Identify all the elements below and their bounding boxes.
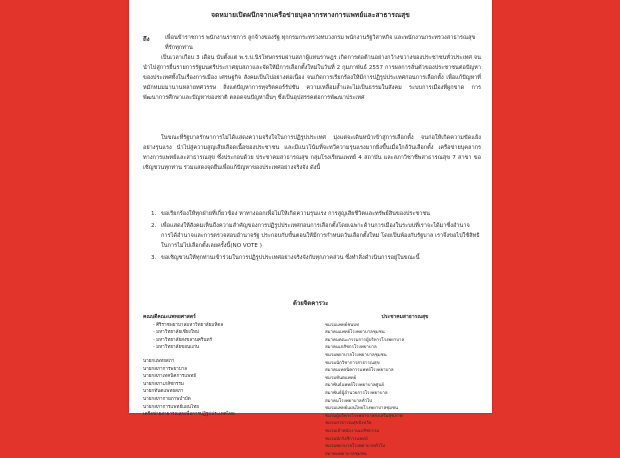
list-item (143, 253, 481, 263)
signatory-line: ชมรมทันตแพทย์ (325, 375, 357, 381)
signatory-line: สมาคมโรงพยาบาลทั่วไป (325, 398, 372, 404)
paragraph-2: ในขณะที่รัฐบาลรักษาการไม่ได้แสดงความจริงใจในการปฏิรูปประเทศ มุ่งแต่จะเดินหน้าเข้าสู่การเลือกตั้ง จนก่อให้เกิดความขัดแย้งอย่างรุนแรง นำไปสู่ความสูญเสียเลือดเนื้อของประชาชน และมีแนวโน้มที่จะทวีความรุนแรงมากยิ่งขึ้นเมื่อใกล้วันเลือกตั้ง เครือข่ายบุคลากรทางการแพทย์และสาธารณสุข ซึ่งประกอบด้วย ประชาคมสาธารณสุข กลุ่มโรงเรียนแพทย์ 4 สถาบัน และสภาวิชาชีพสาธารณสุข 7 สาขา ขอเชิญชวนทุกท่าน ร่วมแสดงจุดยืนเพื่อแก้ปัญหาของประเทศอย่างจริงจัง ดังนี้ (143, 135, 481, 171)
letter-title: จดหมายเปิดผนึกจากเครือข่ายบุคลากรทางการแพทย์และสาธารณสุข (211, 11, 410, 19)
recipient-text: เพื่อนข้าราชการ พนักงานราชการ ลูกจ้างของรัฐ ทุกกรมกระทรวงทบวงกรม พนักงานรัฐวิสาหกิจ และพนักงานกระทรวงสาธารณสุขที่รักทุกท่าน (165, 35, 476, 51)
paragraph-1: เป็นเวลาเกือบ 3 เดือน นับตั้งแต่ พ.ร.บ.นิรโทษกรรมผ่านสภาผู้แทนราษฎร เกิดการต่อต้านอย่างกว้างขวางของประชาชนทั่วประเทศ จนนำไปสู่การยื่นรายการรัฐมนตรีประกาศยุบสภาและจัดให้มีการเลือกตั้งใหม่ในวันที่ 2 กุมภาพันธ์ 2557 การผลการลั่นตัวของประชาชนต่อปัญหาของประเทศทั้งในเรื่องการเมือง เศรษฐกิจ สังคมเป็นไปอย่างต่อเนื่อง จนเกิดการเรียกร้องให้มีการปฏิรูปประเทศก่อนการเลือกตั้ง เพื่อแก้ปัญหาที่หมักหมมมานานหลายทศวรรษ สิ่งแต่ปัญหาการทุจริตคอร์รัปชัน ความเหลื่อมล้ำและไม่เป็นธรรมในสังคม ระบบการเมืองที่ผูกขาด การพัฒนาการศึกษาและปัญหาของชาติ ตลอดจนปัญหาอื่นๆ ซึ่งเป็นอุปสรรคต่อการพัฒนาประเทศ (143, 55, 481, 101)
signatory-line: ชมรมแพทย์แผนไทยโรงพยาบาลชุมชน (325, 406, 398, 412)
signatory-group-heading: ประชาคมสาธารณสุข (381, 314, 429, 320)
recipient-label: ถึง (143, 36, 150, 43)
signatory-group-heading: คณบดีคณะแพทยศาสตร์ (143, 314, 196, 320)
letter-page (129, 0, 492, 457)
item-text: ขอเชิญชวนให้ทุกท่านเข้าร่วมในการปฏิรูปประเทศอย่างจริงจังกับทุกภาคส่วน ซึ่งทำสิ่งดำเนินการอยู่ในขณะนี้ (161, 255, 420, 261)
signatory-line: สมาคมเทคนิคการแพทย์โรงพยาบาล (325, 368, 394, 374)
signatory-line: - มหาวิทยาลัยสงขลานครินทร์ (153, 337, 213, 343)
signatory-line: ชมรมสาธารณสุขจังหวัด (325, 421, 372, 427)
signatory-line: นายกสภาการพยาบาล (143, 366, 188, 372)
signatory-line: - มหาวิทยาลัยขอนแก่น (153, 345, 200, 351)
signatory-line: สมาคมพยาบาลชุมชน (325, 451, 367, 457)
signatory-line: สมาพันธ์ผู้อำนวยการโรงพยาบาล (325, 390, 388, 396)
signatory-line: ชมรมพยาบาลโรงพยาบาลชุมชน (325, 352, 387, 358)
signatory-line: สมาคมแพทย์โรงพยาบาลชุมชน (325, 330, 385, 336)
signatory-line: ชมรมนักรังสีการแพทย์ (325, 436, 368, 442)
signatory-line: - ศิริราชพยาบาลมหาวิทยาลัยมหิดล (153, 322, 224, 328)
closing-salutation: ด้วยจิตคารวะ (293, 300, 329, 307)
item-text: ขอเรียกร้องให้ทุกฝ่ายที่เกี่ยวข้อง หาทางออกเพื่อไม่ให้เกิดความรุนแรง การสูญเสียชีวิตและทรัพย์สินของประชาชน (161, 211, 430, 217)
signatory-line: นายกสภากายภาพบำบัด (143, 396, 191, 402)
signatory-line: สมาคมคณะกรรมการผู้บริหารโรงพยาบาล (325, 337, 405, 343)
signatory-line: นายกสภาเภสัชกรรม (143, 381, 184, 387)
list-item (143, 221, 481, 251)
list-item (143, 209, 481, 219)
demands-list (143, 209, 481, 265)
signatory-line: สมาคมเภสัชกรโรงพยาบาล (325, 345, 377, 351)
signatory-line: ชมรมผู้บริหารโรงพยาบาลส่งเสริมสุขภาพ (325, 413, 403, 419)
signatory-line: ชมรมนักวิชาการสาธารณสุข (325, 360, 380, 366)
item-text: เพื่อแสดงให้สังคมเห็นถึงความสำคัญของการปฏิรูปประเทศก่อนการเลือกตั้งโดยเฉพาะด้านการเมืองในระบบที่เราจะได้มาซึ่งอำนาจ การได้อำนาจและการตรวจสอบอำนาจรัฐ ประกอบกับขั้นตอนให้มีการกำหนดวันเลือกตั้งใหม่ โดยเป็นพ้องกับรัฐบาล เราจึงขอไปใช้สิทธิในการไม่ไปเลือกตั้งเลยครั้งนี้(NO VOTE ) (161, 223, 480, 249)
item-number: 2. (151, 223, 157, 229)
signatory-line: นายกสภาเทคนิคการแพทย์ (143, 374, 197, 380)
signatory-line: - มหาวิทยาลัยเชียงใหม่ (153, 330, 200, 336)
signatories-left-column (143, 314, 323, 419)
signatory-line: ชมรมพยาบาลโรงพยาบาลทั่วไป (325, 444, 386, 450)
signatory-line: ชมรมเจ้าพนักงานเภสัชกรรม (325, 428, 380, 434)
signatory-line: ชมรมแพทย์ชนบท (325, 322, 359, 328)
signatory-line: นายกทันตแพทยสภา (143, 389, 184, 395)
signatory-line: เครือข่ายสาธารณสุขเพื่อการปฏิรูปประเทศไทย (143, 412, 235, 418)
signatories-right-column (325, 314, 485, 458)
item-number: 3. (151, 255, 157, 261)
signatory-line: นายกสภาการแพทย์แผนไทย (143, 404, 199, 410)
signatory-line: สมาพันธ์แพทย์โรงพยาบาลศูนย์ (325, 383, 384, 389)
item-number: 1. (151, 211, 157, 217)
signatory-line: นายกแพทยสภา (143, 358, 175, 364)
